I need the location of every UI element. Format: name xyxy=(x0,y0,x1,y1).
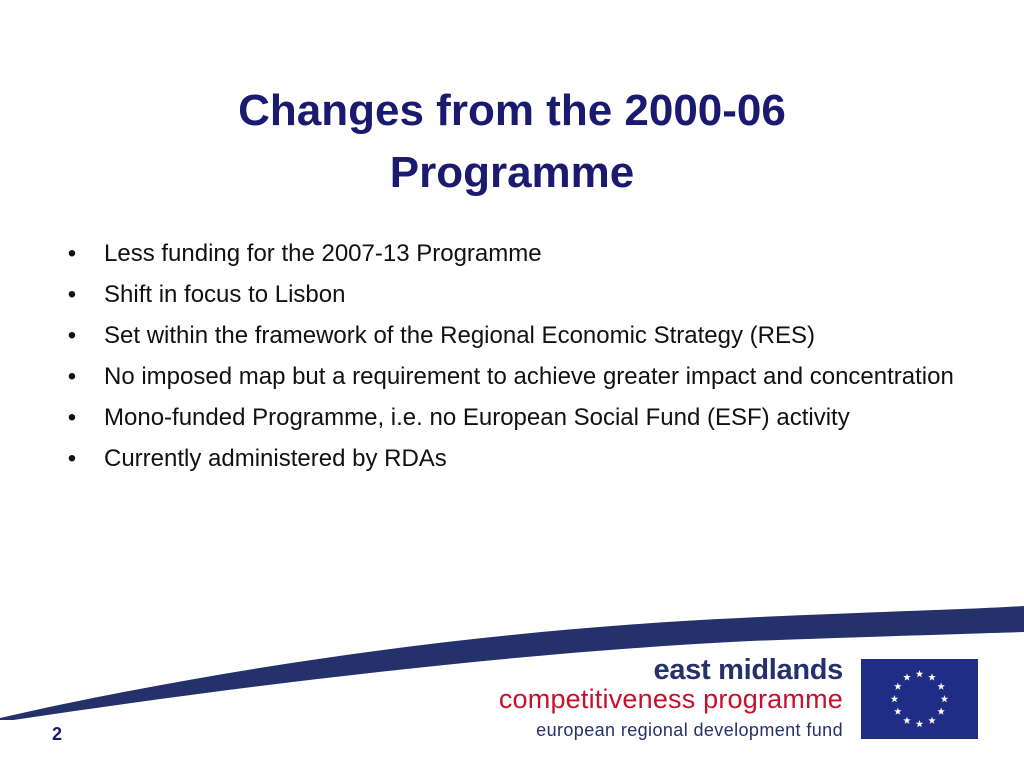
bullet-list xyxy=(62,237,962,483)
slide-title-line-1: Changes from the 2000-06 xyxy=(238,86,786,135)
bullet-text: Mono-funded Programme, i.e. no European Social Fund (ESF) activity xyxy=(104,404,850,431)
logo-line-east-midlands: east midlands xyxy=(653,654,843,686)
slide-title xyxy=(0,80,1024,204)
bullet-symbol: • xyxy=(67,281,77,308)
eu-star-icon xyxy=(937,708,945,715)
bullet-text: No imposed map but a requirement to achieve greater impact and concentration xyxy=(104,363,954,390)
eu-star-icon xyxy=(903,717,911,724)
eu-flag-icon xyxy=(861,659,978,739)
bullet-text: Less funding for the 2007-13 Programme xyxy=(104,240,542,267)
bullet-symbol: • xyxy=(67,322,77,349)
page-number: 2 xyxy=(52,724,63,744)
bullet-text: Set within the framework of the Regional Economic Strategy (RES) xyxy=(104,322,815,349)
bullet-symbol: • xyxy=(67,363,77,390)
eu-star-icon xyxy=(894,708,902,715)
eu-star-icon xyxy=(928,717,936,724)
bullet-item xyxy=(62,319,962,353)
logo-line-erdf: european regional development fund xyxy=(536,720,843,740)
bullet-item xyxy=(62,401,962,435)
bullet-symbol: • xyxy=(67,240,77,267)
eu-star-icon xyxy=(916,670,924,677)
eu-star-icon xyxy=(894,683,902,690)
bullet-symbol: • xyxy=(67,445,77,472)
eu-stars-icon xyxy=(861,659,978,739)
eu-star-icon xyxy=(941,695,949,702)
eu-star-icon xyxy=(916,720,924,727)
slide-title-line-2: Programme xyxy=(389,148,635,197)
eu-star-icon xyxy=(903,673,911,680)
eu-star-icon xyxy=(928,673,936,680)
bullet-item xyxy=(62,360,962,394)
eu-star-icon xyxy=(891,695,899,702)
bullet-text: Currently administered by RDAs xyxy=(104,445,447,472)
logo-line-competitiveness: competitiveness programme xyxy=(498,684,843,714)
bullet-item xyxy=(62,278,962,312)
eu-star-icon xyxy=(937,683,945,690)
bullet-symbol: • xyxy=(67,404,77,431)
bullet-item xyxy=(62,237,962,271)
bullet-item xyxy=(62,442,962,476)
bullet-text: Shift in focus to Lisbon xyxy=(104,281,346,308)
